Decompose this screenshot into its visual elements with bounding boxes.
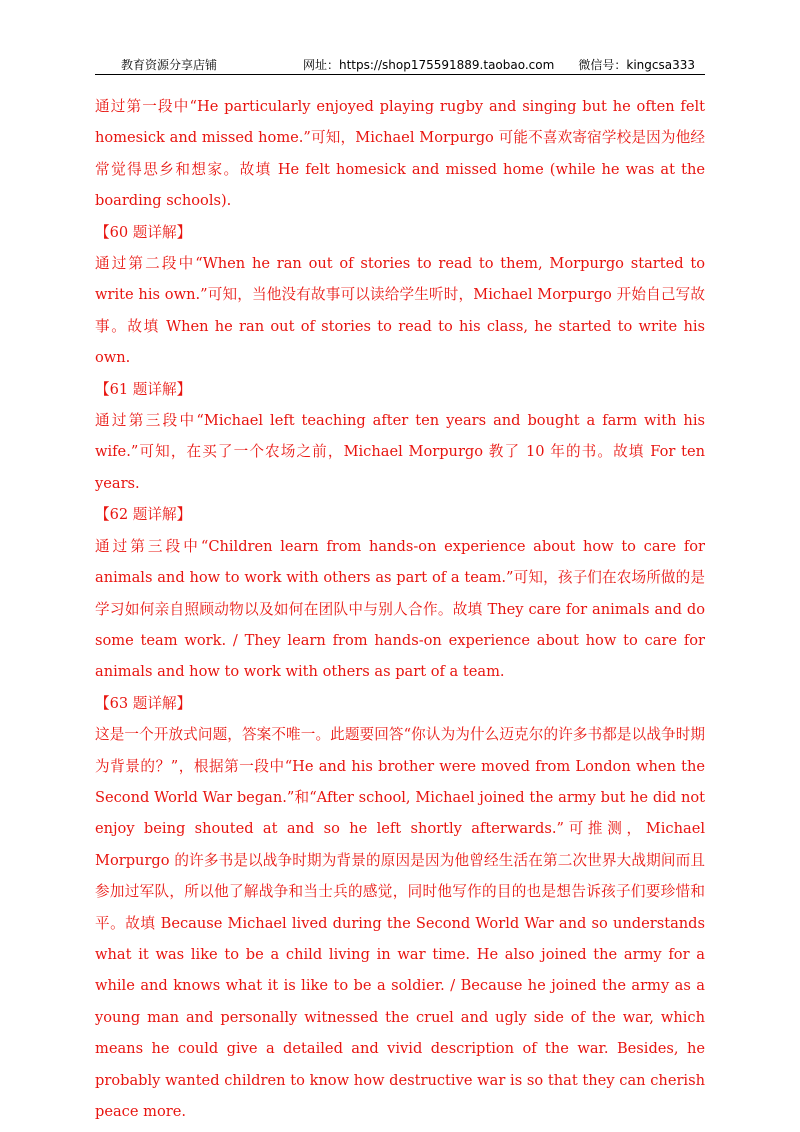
explanation-62-paragraph: 通过第三段中“Children learn from hands-on experience about how to care for animals and how to work with others as part of a team.”可知，孩子们在农场所做的是学习如何亲自照顾动物以及如何在团队中与别人合作。故填 They care for animals and do some team work. / They learn from hands-on experience about how to care for animals and how to work with others as part of a team. xyxy=(95,537,705,681)
question-61-heading: 【61 题详解】 xyxy=(95,380,192,398)
question-60-heading: 【60 题详解】 xyxy=(95,223,192,241)
wechat-id: 微信号：kingcsa333 xyxy=(578,58,695,72)
answer-explanations xyxy=(95,91,705,1127)
page-header xyxy=(95,56,705,75)
shop-url[interactable]: 网址：https://shop175591889.taobao.com xyxy=(303,58,555,72)
question-62-heading: 【62 题详解】 xyxy=(95,506,192,524)
explanation-60-paragraph: 通过第二段中“When he ran out of stories to read to them, Morpurgo started to write his own.”可知，当他没有故事可以读给学生听时，Michael Morpurgo 开始自己写故事。故填 When he ran out of stories to read to his class, he started to write his own. xyxy=(95,255,705,367)
question-63-heading: 【63 题详解】 xyxy=(95,694,192,712)
explanation-59-paragraph: 通过第一段中“He particularly enjoyed playing rugby and singing but he often felt homesick and missed home.”可知，Michael Morpurgo 可能不喜欢寄宿学校是因为他经常觉得思乡和想家。故填 He felt homesick and missed home (while he was at the boarding schools). xyxy=(95,98,705,210)
explanation-61-paragraph: 通过第三段中“Michael left teaching after ten years and bought a farm with his wife.”可知，在买了一个农场之前，Michael Morpurgo 教了 10 年的书。故填 For ten years. xyxy=(95,412,705,492)
shop-name: 教育资源分享店铺 xyxy=(121,58,218,72)
explanation-63-paragraph: 这是一个开放式问题，答案不唯一。此题要回答“你认为为什么迈克尔的许多书都是以战争时期为背景的？”，根据第一段中“He and his brother were moved from London when the Second World War began.”和“After school, Michael joined the army but he did not enjoy being shouted at and so he left shortly afterwards.”可推测，Michael Morpurgo 的许多书是以战争时期为背景的原因是因为他曾经生活在第二次世界大战期间而且参加过军队，所以他了解战争和当士兵的感觉，同时他写作的目的也是想告诉孩子们要珍惜和平。故填 Because Michael lived during the Second World War and so understands what it was like to be a child living in war time. He also joined the army for a while and knows what it is like to be a soldier. / Because he joined the army as a young man and personally witnessed the cruel and ugly side of the war, which means he could give a detailed and vivid description of the war. Besides, he probably wanted children to know how destructive war is so that they can cherish peace more. xyxy=(95,726,705,1120)
